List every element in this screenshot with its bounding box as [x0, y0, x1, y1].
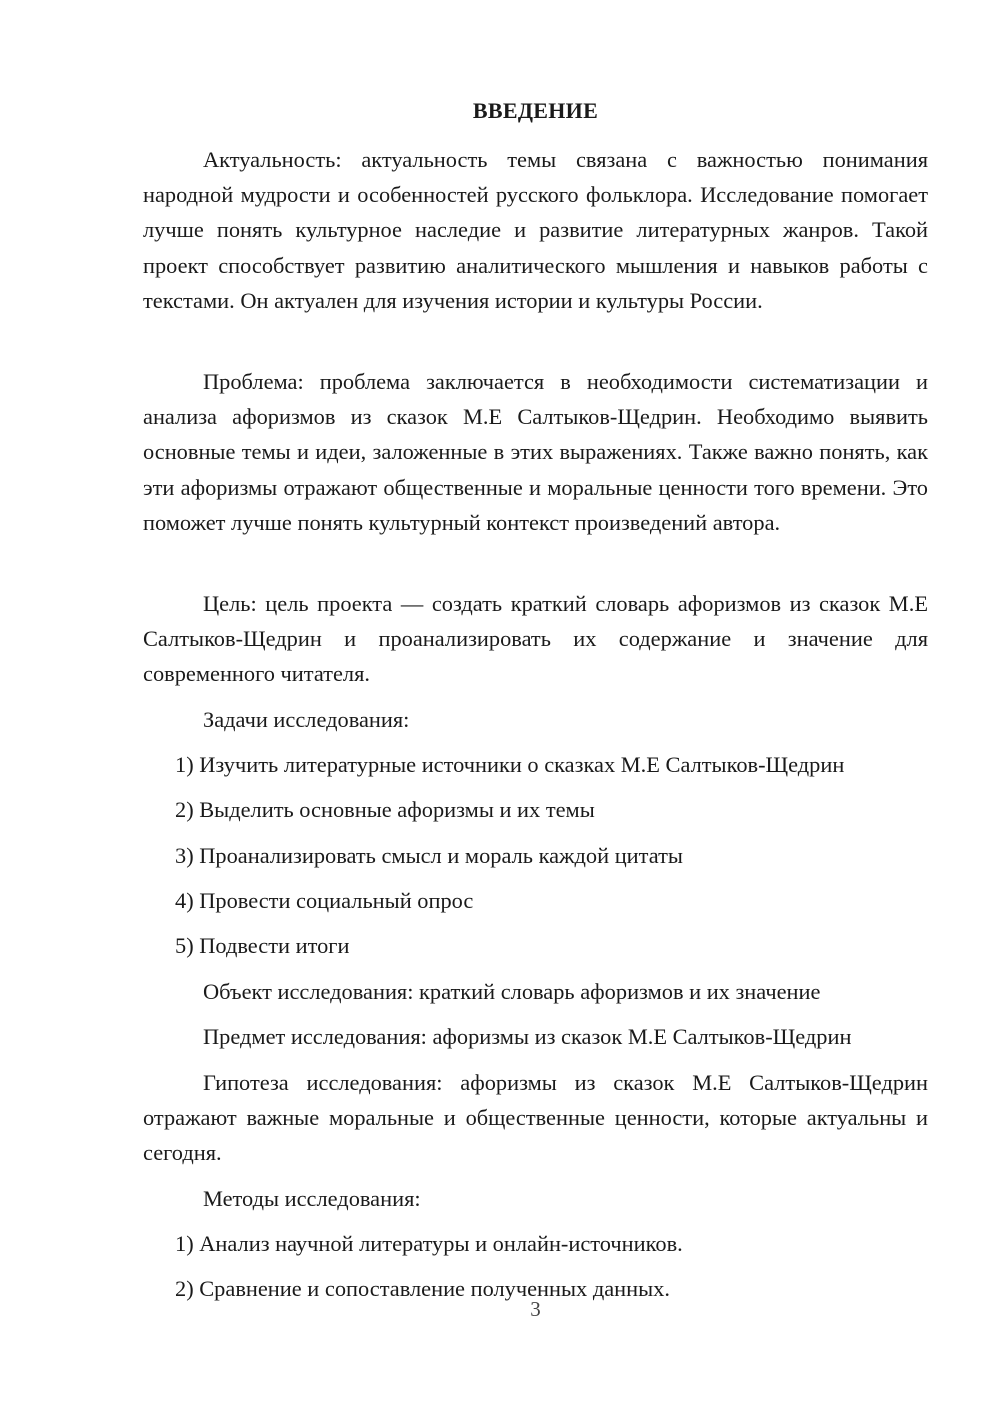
- section-title: ВВЕДЕНИЕ: [472, 98, 599, 123]
- research-object: Объект исследования: краткий словарь афоризмов и их значение: [203, 979, 821, 1004]
- relevance-paragraph: Актуальность: актуальность темы связана с важностью понимания народной мудрости и особенностей русского фольклора. Исследование помогает лучше понять культурное наследие и развитие литературных жанров. Такой проект способствует развитию аналитического мышления и навыков работы с текстами. Он актуален для изучения истории и культуры России.: [143, 147, 928, 313]
- page-number: 3: [530, 1297, 541, 1321]
- document-page: [143, 0, 928, 1414]
- task-item: 4) Провести социальный опрос: [175, 888, 474, 913]
- goal-paragraph: Цель: цель проекта — создать краткий словарь афоризмов из сказок М.Е Салтыков-Щедрин и проанализировать их содержание и значение для современного читателя.: [143, 591, 928, 687]
- task-item: 5) Подвести итоги: [175, 933, 350, 958]
- tasks-heading: Задачи исследования:: [203, 707, 410, 732]
- method-item: 2) Сравнение и сопоставление полученных данных.: [175, 1276, 670, 1301]
- research-subject: Предмет исследования: афоризмы из сказок М.Е Салтыков-Щедрин: [203, 1024, 852, 1049]
- task-item: 3) Проанализировать смысл и мораль каждой цитаты: [175, 843, 683, 868]
- problem-paragraph: Проблема: проблема заключается в необходимости систематизации и анализа афоризмов из сказок М.Е Салтыков-Щедрин. Необходимо выявить основные темы и идеи, заложенные в этих выражениях. Также важно понять, как эти афоризмы отражают общественные и моральные ценности того времени. Это поможет лучше понять культурный контекст произведений автора.: [143, 369, 928, 535]
- methods-heading: Методы исследования:: [203, 1186, 421, 1211]
- method-item: 1) Анализ научной литературы и онлайн-источников.: [175, 1231, 683, 1256]
- task-item: 1) Изучить литературные источники о сказках М.Е Салтыков-Щедрин: [175, 752, 845, 777]
- hypothesis-paragraph: Гипотеза исследования: афоризмы из сказок М.Е Салтыков-Щедрин отражают важные моральные и общественные ценности, которые актуальны и сегодня.: [143, 1070, 928, 1166]
- task-item: 2) Выделить основные афоризмы и их темы: [175, 797, 595, 822]
